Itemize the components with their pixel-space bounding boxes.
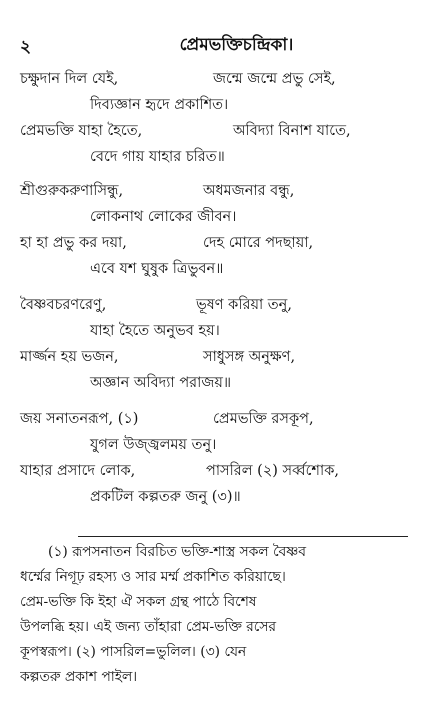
verse-line — [20, 484, 420, 510]
footnote-line: উপলব্ধি হয়। এই জন্য তাঁহারা প্রেম-ভক্তি রসের — [20, 619, 276, 635]
verse-refrain: দিব্যজ্ঞান হৃদে প্রকাশিত। — [90, 97, 229, 113]
verse-line — [20, 118, 420, 144]
verse-line — [20, 370, 420, 396]
verse-half-b: প্রেমভক্তি রসকূপ, — [213, 411, 314, 427]
verse-half-a: মার্জ্জন হয় ভজন, — [20, 349, 119, 365]
verse-refrain: বেদে গায় যাহার চরিত॥ — [90, 149, 225, 165]
verse-half-a: জয় সনাতনরূপ, (১) — [20, 411, 139, 427]
verse-half-a: শ্রীগুরুকরুণাসিন্ধু, — [20, 183, 124, 199]
running-title: প্রেমভক্তিচন্দ্রিকা। — [179, 35, 294, 55]
stanza-4 — [20, 406, 420, 510]
verse-line — [20, 432, 420, 458]
verse-half-a: যাহার প্রসাদে লোক, — [20, 463, 136, 479]
verse-half-b: জন্মে জন্মে প্রভু সেই, — [213, 71, 336, 87]
verse-half-a: প্রেমভক্তি যাহা হৈতে, — [20, 123, 143, 139]
verse-line — [20, 256, 420, 282]
stanza-1 — [20, 66, 420, 170]
footnote-line: কূপস্বরূপ। (২) পাসরিল=ভুলিল। (৩) যেন — [20, 644, 247, 660]
verse-line — [20, 458, 420, 484]
verse-refrain: যুগল উজ্জ্বলময় তনু। — [90, 437, 217, 453]
footnote-divider — [78, 536, 408, 537]
footnote-line: কল্পতরু প্রকাশ পাইল। — [20, 669, 138, 685]
verse-half-b: অবিদ্যা বিনাশ যাতে, — [233, 123, 351, 139]
verse-line — [20, 344, 420, 370]
verse-line — [20, 230, 420, 256]
footnote-line: (১) রূপসনাতন বিরচিত ভক্তি-শাস্ত্র সকল বৈষ্ণব — [48, 544, 306, 560]
verse-half-b: ভূষণ করিয়া তনু, — [196, 297, 292, 313]
stanza-3 — [20, 292, 420, 396]
verse-line — [20, 318, 420, 344]
verse-refrain: অজ্ঞান অবিদ্যা পরাজয়॥ — [90, 375, 232, 391]
verse-line — [20, 178, 420, 204]
verse-line — [20, 66, 420, 92]
footnotes — [20, 540, 415, 690]
footnote-line: ধর্ম্মের নিগূঢ় রহস্য ও সার মর্ম্ম প্রকাশিত করিয়াছে। — [20, 569, 286, 585]
verse-line — [20, 292, 420, 318]
verse-line — [20, 144, 420, 170]
verse-half-b: পাসরিল (২) সর্ব্বশোক, — [206, 463, 339, 479]
verse-half-a: বৈষ্ণবচরণরেণু, — [20, 297, 107, 313]
verse-half-b: সাধুসঙ্গ অনুক্ষণ, — [203, 349, 296, 365]
verse-line — [20, 92, 420, 118]
verse-line — [20, 406, 420, 432]
verse-line — [20, 204, 420, 230]
verse-half-b: অধমজনার বন্ধু, — [203, 183, 295, 199]
verse-half-b: দেহ মোরে পদছায়া, — [203, 235, 314, 251]
verse-half-a: হা হা প্রভু কর দয়া, — [20, 235, 127, 251]
verse-refrain: এবে যশ ঘুষুক ত্রিভুবন॥ — [90, 261, 224, 277]
verse-refrain: লোকনাথ লোকের জীবন। — [90, 209, 237, 225]
verse-refrain: প্রকটিল কল্পতরু জনু (৩)॥ — [90, 489, 241, 505]
verse-refrain: যাহা হৈতে অনুভব হয়। — [90, 323, 220, 339]
stanza-2 — [20, 178, 420, 282]
footnote-line: প্রেম-ভক্তি কি ইহা ঐ সকল গ্রন্থ পাঠে বিশেষ — [20, 594, 257, 610]
page-number: ২ — [20, 37, 32, 57]
verse-half-a: চক্ষুদান দিল যেই, — [20, 71, 119, 87]
